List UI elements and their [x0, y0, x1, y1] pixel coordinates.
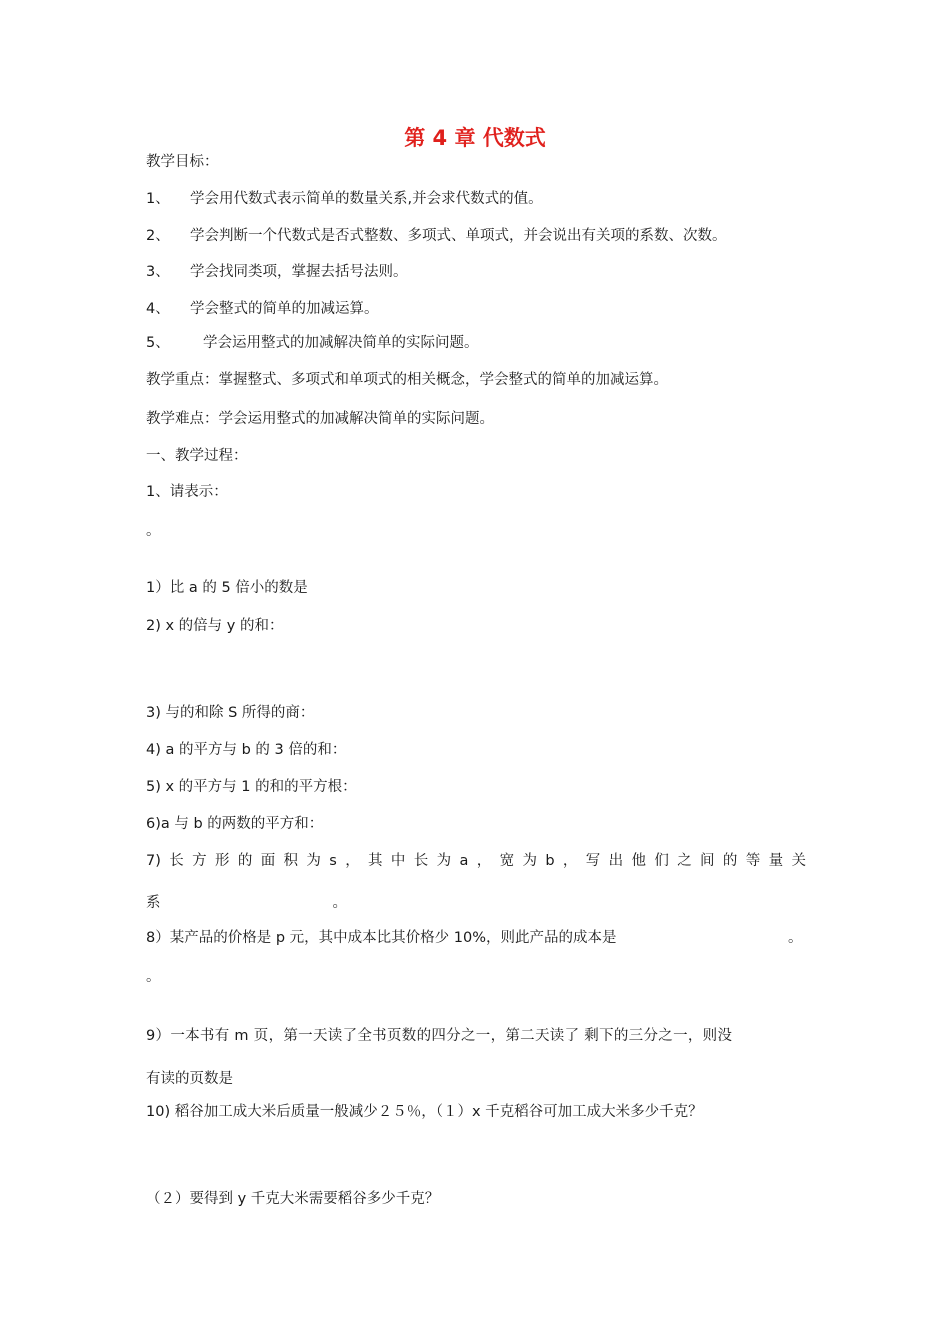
goal-item-4	[146, 299, 379, 319]
item-7-end: 系	[146, 895, 161, 911]
item-7-char: 宽	[499, 853, 515, 869]
item-7-char: 积	[283, 853, 299, 869]
item-7-char: b	[545, 853, 555, 869]
item-7-char: 长	[169, 853, 184, 869]
item-7-char: 出	[608, 853, 624, 869]
difficulty: 教学难点：学会运用整式的加减解决简单的实际问题。	[146, 411, 494, 427]
item-7-char: ，	[476, 853, 492, 869]
item-7-line-2	[146, 893, 347, 913]
goal-number: 3、	[146, 264, 170, 280]
period-mark: 。	[146, 523, 161, 539]
item-7-line-1	[146, 851, 806, 871]
item-7-period: 。	[332, 895, 347, 911]
page-title: 第 4 章 代数式	[404, 126, 546, 150]
item-7-char: ，	[562, 853, 578, 869]
item-7-char: 中	[390, 853, 406, 869]
period-mark-2: 。	[146, 969, 161, 985]
goal-text: 学会运用整式的加减解决简单的实际问题。	[203, 335, 479, 351]
goal-number: 2、	[146, 228, 170, 244]
item-7-char: 面	[260, 853, 276, 869]
item-8: 8）某产品的价格是 p 元，其中成本比其价格少 10%，则此产品的成本是	[146, 930, 617, 946]
item-1: 1）比 a 的 5 倍小的数是	[146, 580, 308, 596]
key-point: 教学重点：掌握整式、多项式和单项式的相关概念，学会整式的简单的加减运算。	[146, 372, 668, 388]
question-1-heading: 1、请表示：	[146, 484, 228, 500]
item-7-char: a	[459, 853, 469, 869]
goals-heading: 教学目标：	[146, 154, 219, 170]
item-2: 2) x 的倍与 y 的和：	[146, 618, 284, 634]
item-7-char: 之	[677, 853, 692, 869]
goal-number: 5、	[146, 335, 170, 351]
item-7-char: 的	[722, 853, 738, 869]
process-heading: 一、教学过程：	[146, 448, 248, 464]
goal-number: 1、	[146, 191, 170, 207]
item-7-char: 们	[654, 853, 669, 869]
item-10: 10) 稻谷加工成大米后质量一般减少２５％，（１）x 千克稻谷可加工成大米多少千克？	[146, 1104, 703, 1120]
item-9-line-1: 9）一本书有 m 页，第一天读了全书页数的四分之一，第二天读了 剩下的三分之一，则没	[146, 1028, 733, 1044]
item-7-char: 量	[768, 853, 784, 869]
goal-item-1	[146, 189, 543, 209]
item-7-char: 为	[522, 853, 537, 869]
goal-item-2	[146, 226, 727, 246]
item-4: 4) a 的平方与 b 的 3 倍的和：	[146, 742, 347, 758]
item-7-char: 为	[436, 853, 452, 869]
item-7-char: ，	[345, 853, 360, 869]
item-9-line-2: 有读的页数是	[146, 1071, 233, 1087]
item-7-char: 的	[237, 853, 253, 869]
item-7-char: 长	[413, 853, 429, 869]
item-10-part-2: （２）要得到 y 千克大米需要稻谷多少千克？	[146, 1191, 440, 1207]
item-3: 3) 与的和除 S 所得的商：	[146, 705, 315, 721]
goal-text: 学会整式的简单的加减运算。	[190, 301, 379, 317]
item-7-char: s	[329, 853, 337, 869]
goal-text: 学会用代数式表示简单的数量关系,并会求代数式的值。	[190, 191, 543, 207]
goal-text: 学会找同类项，掌握去括号法则。	[190, 264, 408, 280]
item-7-char: 其	[368, 853, 383, 869]
item-7-char: 等	[745, 853, 761, 869]
item-5: 5) x 的平方与 1 的和的平方根：	[146, 779, 357, 795]
goal-text: 学会判断一个代数式是否式整数、多项式、单项式，并会说出有关项的系数、次数。	[190, 228, 727, 244]
goal-item-3	[146, 262, 408, 282]
item-6: 6)a 与 b 的两数的平方和：	[146, 816, 324, 832]
item-7-char: 方	[192, 853, 207, 869]
item-7-char: 写	[585, 853, 601, 869]
goal-number: 4、	[146, 301, 170, 317]
item-7-char: 关	[791, 853, 806, 869]
item-7-char: 7)	[146, 853, 161, 869]
goal-item-5	[146, 333, 479, 353]
item-7-char: 为	[306, 853, 321, 869]
item-7-char: 间	[700, 853, 715, 869]
item-7-char: 他	[631, 853, 646, 869]
item-7-char: 形	[214, 853, 230, 869]
item-8-period: 。	[788, 930, 803, 946]
